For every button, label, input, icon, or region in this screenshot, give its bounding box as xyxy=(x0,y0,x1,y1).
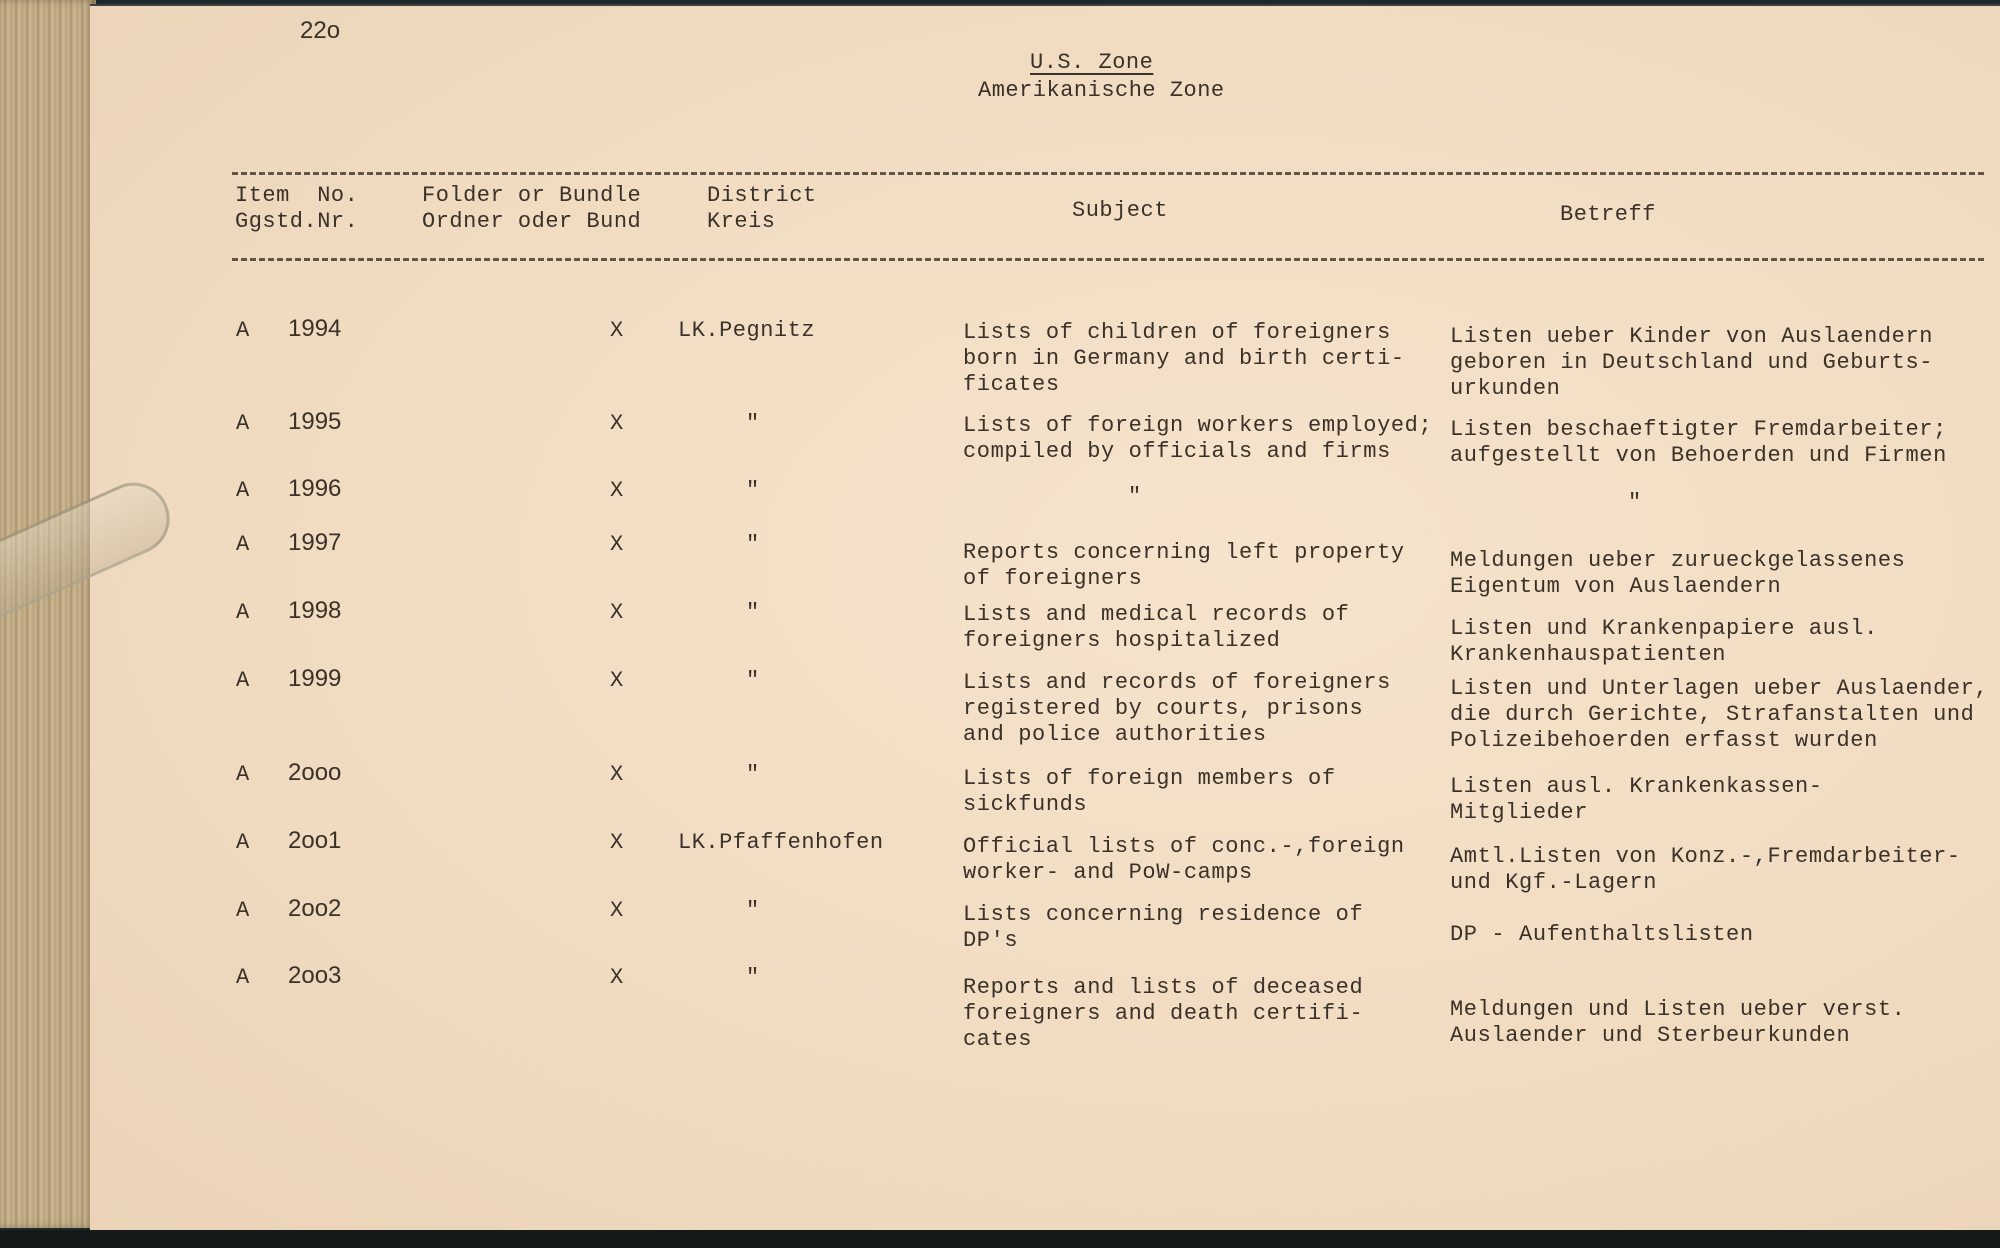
col-header-folder-en: Folder or Bundle xyxy=(422,183,642,208)
item-prefix: A xyxy=(236,411,250,436)
subject-text: Official lists of conc.-,foreign worker- and PoW-camps xyxy=(963,834,1405,885)
item-prefix: A xyxy=(236,600,250,625)
item-number: 2oo3 xyxy=(288,962,342,989)
subject-text: Reports concerning left property of foreigners xyxy=(963,540,1405,591)
header-rule-top xyxy=(232,172,1984,175)
col-header-betreff: Betreff xyxy=(1560,202,1656,227)
col-header-item-de: Ggstd.Nr. xyxy=(235,209,359,234)
folder-mark: X xyxy=(610,478,624,503)
district-name: LK.Pegnitz xyxy=(678,318,816,343)
item-number: 2oo1 xyxy=(288,827,342,854)
item-prefix: A xyxy=(236,762,250,787)
item-prefix: A xyxy=(236,318,250,343)
item-prefix: A xyxy=(236,532,250,557)
scanner-bed-edge xyxy=(0,1230,2000,1248)
item-prefix: A xyxy=(236,668,250,693)
subject-text: Lists of children of foreigners born in Germany and birth certi- ficates xyxy=(963,320,1405,397)
item-prefix: A xyxy=(236,965,250,990)
district-name: " xyxy=(746,898,760,923)
district-name: " xyxy=(746,532,760,557)
district-name: LK.Pfaffenhofen xyxy=(678,830,884,855)
subject-text: Reports and lists of deceased foreigners and death certifi- cates xyxy=(963,975,1364,1052)
district-name: " xyxy=(746,478,760,503)
betreff-text: Amtl.Listen von Konz.-,Fremdarbeiter- und Kgf.-Lagern xyxy=(1450,844,1961,895)
betreff-text: Listen und Unterlagen ueber Auslaender, die durch Gerichte, Strafanstalten und Polizeibehoerden erfasst wurden xyxy=(1450,676,1989,753)
header-rule-bottom xyxy=(232,258,1984,261)
item-prefix: A xyxy=(236,478,250,503)
district-name: " xyxy=(746,965,760,990)
item-number: 1994 xyxy=(288,315,342,342)
folder-mark: X xyxy=(610,965,624,990)
betreff-text: Meldungen ueber zurueckgelassenes Eigentum von Auslaendern xyxy=(1450,548,1906,599)
col-header-subject: Subject xyxy=(1072,198,1168,223)
item-number: 2ooo xyxy=(288,759,342,786)
betreff-text: " xyxy=(1628,490,1642,515)
item-number: 1999 xyxy=(288,665,342,692)
folder-mark: X xyxy=(610,762,624,787)
betreff-text: Meldungen und Listen ueber verst. Auslaender und Sterbeurkunden xyxy=(1450,997,1906,1048)
title-english: U.S. Zone xyxy=(1030,50,1154,75)
district-name: " xyxy=(746,668,760,693)
folder-mark: X xyxy=(610,411,624,436)
folder-mark: X xyxy=(610,668,624,693)
subject-text: Lists of foreign workers employed; compiled by officials and firms xyxy=(963,413,1433,464)
betreff-text: DP - Aufenthaltslisten xyxy=(1450,922,1754,947)
betreff-text: Listen beschaeftigter Fremdarbeiter; aufgestellt von Behoerden und Firmen xyxy=(1450,417,1947,468)
title-german: Amerikanische Zone xyxy=(978,78,1225,103)
subject-text: Lists and medical records of foreigners hospitalized xyxy=(963,602,1350,653)
folder-mark: X xyxy=(610,600,624,625)
subject-text: Lists of foreign members of sickfunds xyxy=(963,766,1336,817)
col-header-district-de: Kreis xyxy=(707,209,776,234)
col-header-item-en: Item No. xyxy=(235,183,359,208)
page-number: 22o xyxy=(300,17,341,44)
folder-mark: X xyxy=(610,318,624,343)
item-number: 2oo2 xyxy=(288,895,342,922)
folder-mark: X xyxy=(610,532,624,557)
subject-text: Lists concerning residence of DP's xyxy=(963,902,1364,953)
item-number: 1996 xyxy=(288,475,342,502)
item-number: 1997 xyxy=(288,529,342,556)
district-name: " xyxy=(746,411,760,436)
item-prefix: A xyxy=(236,830,250,855)
district-name: " xyxy=(746,600,760,625)
betreff-text: Listen ueber Kinder von Auslaendern geboren in Deutschland und Geburts- urkunden xyxy=(1450,324,1934,401)
folder-mark: X xyxy=(610,830,624,855)
subject-text: Lists and records of foreigners registered by courts, prisons and police authorities xyxy=(963,670,1391,747)
col-header-folder-de: Ordner oder Bund xyxy=(422,209,642,234)
book-page-stack xyxy=(0,0,96,1228)
betreff-text: Listen ausl. Krankenkassen- Mitglieder xyxy=(1450,774,1823,825)
item-number: 1998 xyxy=(288,597,342,624)
betreff-text: Listen und Krankenpapiere ausl. Krankenhauspatienten xyxy=(1450,616,1878,667)
folder-mark: X xyxy=(610,898,624,923)
item-number: 1995 xyxy=(288,408,342,435)
item-prefix: A xyxy=(236,898,250,923)
col-header-district-en: District xyxy=(707,183,817,208)
subject-text: " xyxy=(1128,484,1142,509)
district-name: " xyxy=(746,762,760,787)
